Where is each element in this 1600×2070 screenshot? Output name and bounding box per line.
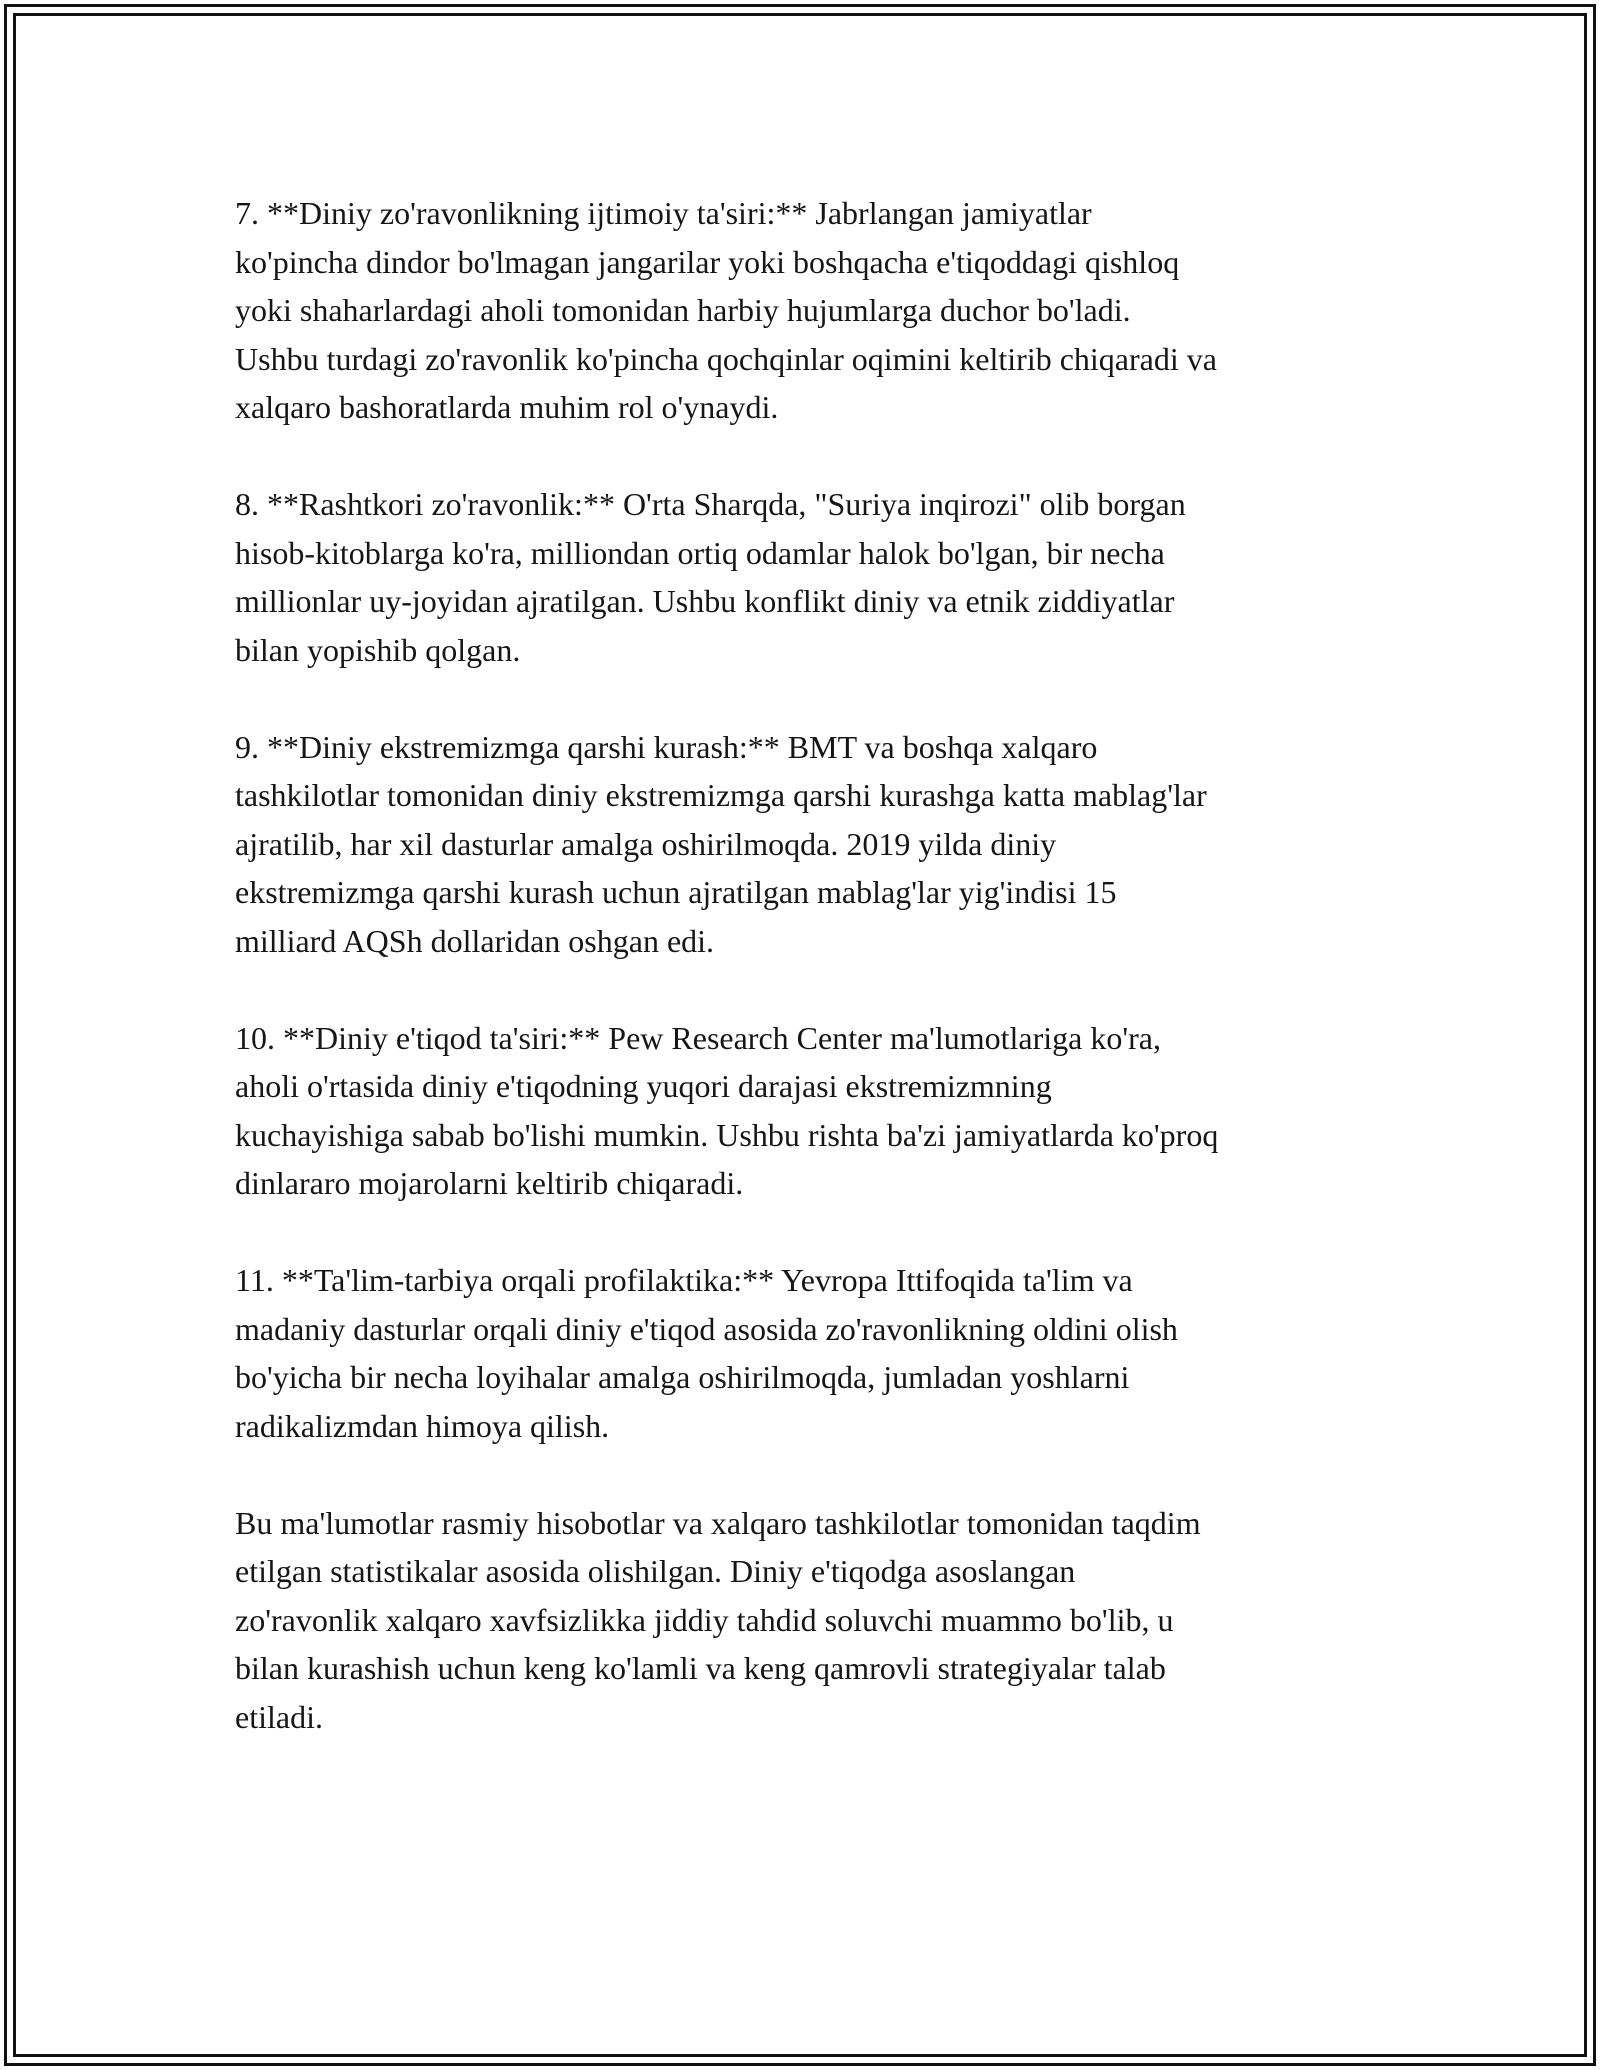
paragraph-item-8: 8. **Rashtkori zo'ravonlik:** O'rta Sharqda, "Suriya inqirozi" olib borgan hisob-kitoblarga ko'ra, milliondan ortiq odamlar halok bo'lgan, bir necha millionlar uy-joyidan ajratilgan. Ushbu konflikt diniy va etnik ziddiyatlar bilan yopishib qolgan. bbox=[235, 486, 1186, 668]
paragraph-conclusion: Bu ma'lumotlar rasmiy hisobotlar va xalqaro tashkilotlar tomonidan taqdim etilgan statistikalar asosida olishilgan. Diniy e'tiqodga asoslangan zo'ravonlik xalqaro xavfsizlikka jiddiy tahdid soluvchi muammo bo'lib, u bilan kurashish uchun keng ko'lamli va keng qamrovli strategiyalar talab etiladi. bbox=[235, 1504, 1201, 1735]
paragraph-item-11: 11. **Ta'lim-tarbiya orqali profilaktika:** Yevropa Ittifoqida ta'lim va madaniy dasturlar orqali diniy e'tiqod asosida zo'ravonlikning oldini olish bo'yicha bir necha loyihalar amalga oshirilmoqda, jumladan yoshlarni radikalizmdan himoya qilish. bbox=[235, 1262, 1178, 1444]
document-body bbox=[235, 189, 1380, 1741]
paragraph-item-7: 7. **Diniy zo'ravonlikning ijtimoiy ta'siri:** Jabrlangan jamiyatlar ko'pincha dindor bo'lmagan jangarilar yoki boshqacha e'tiqoddagi qishloq yoki shaharlardagi aholi tomonidan harbiy hujumlarga duchor bo'ladi. Ushbu turdagi zo'ravonlik ko'pincha qochqinlar oqimini keltirib chiqaradi va xalqaro bashoratlarda muhim rol o'ynaydi. bbox=[235, 195, 1217, 425]
paragraph-item-10: 10. **Diniy e'tiqod ta'siri:** Pew Research Center ma'lumotlariga ko'ra, aholi o'rtasida diniy e'tiqodning yuqori darajasi ekstremizmning kuchayishiga sabab bo'lishi mumkin. Ushbu rishta ba'zi jamiyatlarda ko'proq dinlararo mojarolarni keltirib chiqaradi. bbox=[235, 1019, 1219, 1201]
paragraph-item-9: 9. **Diniy ekstremizmga qarshi kurash:** BMT va boshqa xalqaro tashkilotlar tomonidan diniy ekstremizmga qarshi kurashga katta mablag'lar ajratilib, har xil dasturlar amalga oshirilmoqda. 2019 yilda diniy ekstremizmga qarshi kurash uchun ajratilgan mablag'lar yig'indisi 15 milliard AQSh dollaridan oshgan edi. bbox=[235, 728, 1207, 959]
